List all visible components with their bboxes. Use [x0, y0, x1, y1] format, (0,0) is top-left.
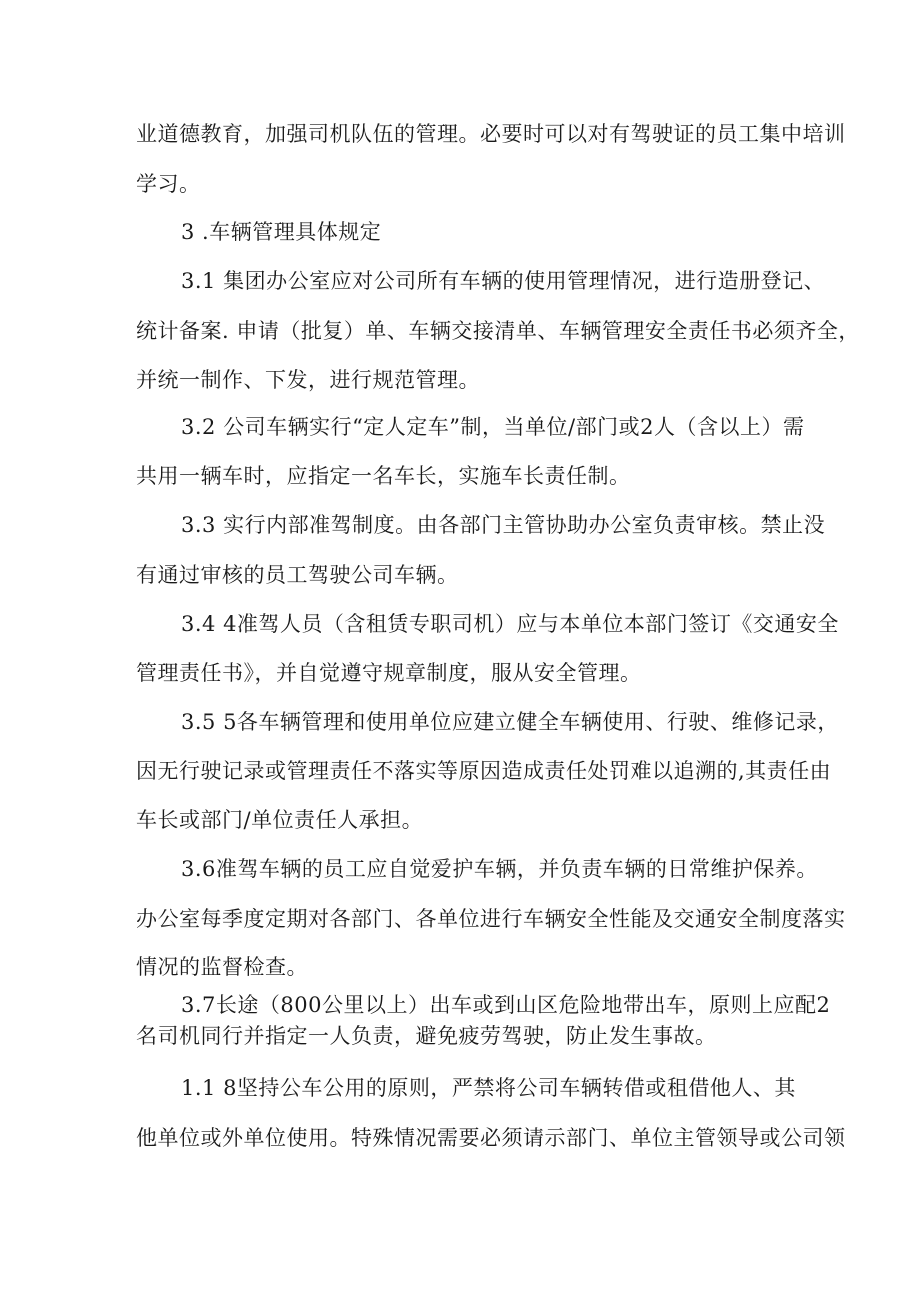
text-line: 他单位或外单位使用。特殊情况需要必须请示部门、单位主管领导或公司领	[136, 1126, 846, 1150]
text-line: 业道德教育，加强司机队伍的管理。必要时可以对有驾驶证的员工集中培训	[136, 122, 846, 146]
text-line: 情况的监督检查。	[136, 955, 308, 979]
text-line: 3.6准驾车辆的员工应自觉爱护车辆，并负责车辆的日常维护保养。	[181, 857, 818, 881]
text-line: 3.3 实行内部准驾制度。由各部门主管协助办公室负责审核。禁止没	[181, 513, 826, 537]
text-line: 1.1 8坚持公车公用的原则，严禁将公司车辆转借或租借他人、其	[181, 1076, 796, 1100]
text-line: 有通过审核的员工驾驶公司车辆。	[136, 563, 459, 587]
text-line: 统计备案. 申请（批复）单、车辆交接清单、车辆管理安全责任书必须齐全，	[136, 319, 860, 343]
text-line: 3.2 公司车辆实行“定人定车”制，当单位/部门或2人（含以上）需	[181, 415, 805, 439]
text-line: 办公室每季度定期对各部门、各单位进行车辆安全性能及交通安全制度落实	[136, 907, 846, 931]
text-line: 管理责任书》，并自觉遵守规章制度，服从安全管理。	[136, 661, 642, 685]
text-line: 共用一辆车时，应指定一名车长，实施车长责任制。	[136, 464, 631, 488]
text-line: 并统一制作、下发，进行规范管理。	[136, 368, 480, 392]
section-heading: 3 .车辆管理具体规定	[181, 220, 382, 244]
text-line: 学习。	[136, 172, 201, 196]
text-line: 车长或部门/单位责任人承担。	[136, 808, 424, 832]
text-line: 3.4 4准驾人员（含租赁专职司机）应与本单位本部门签订《交通安全	[181, 612, 839, 636]
text-line: 3.1 集团办公室应对公司所有车辆的使用管理情况，进行造册登记、	[181, 269, 826, 293]
text-line: 因无行驶记录或管理责任不落实等原因造成责任处罚难以追溯的,其责任由	[136, 759, 832, 783]
text-line: 3.5 5各车辆管理和使用单位应建立健全车辆使用、行驶、维修记录，	[181, 710, 839, 734]
text-line: 名司机同行并指定一人负责，避免疲劳驾驶，防止发生事故。	[136, 1024, 717, 1048]
text-line: 3.7长途（800公里以上）出车或到山区危险地带出车，原则上应配2	[181, 993, 831, 1017]
